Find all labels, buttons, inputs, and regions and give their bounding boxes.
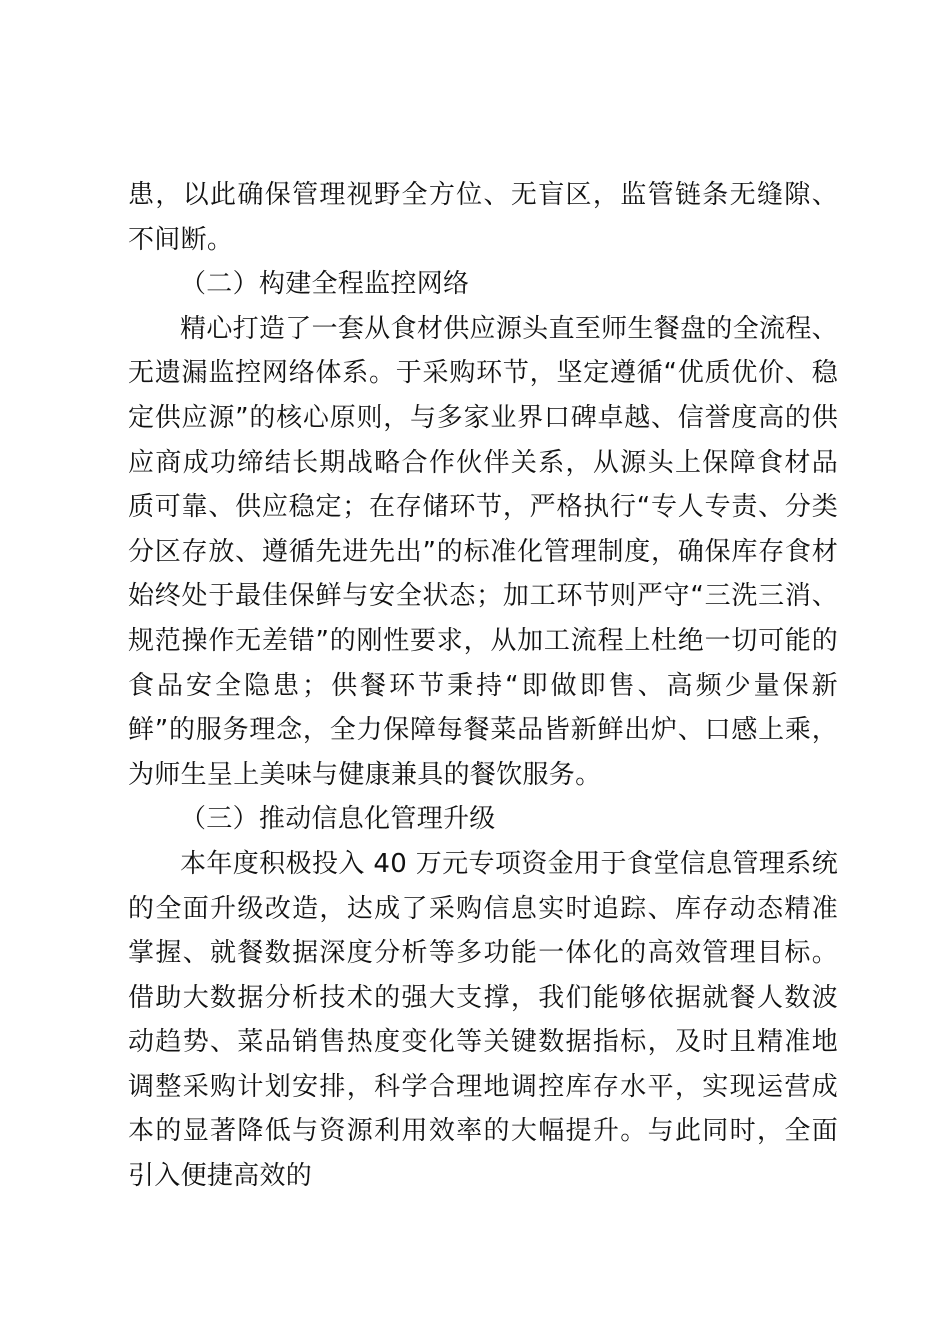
section-heading-3: （三）推动信息化管理升级 [180,804,496,835]
paragraph-monitoring-network: 精心打造了一套从食材供应源头直至师生餐盘的全流程、无遗漏监控网络体系。于采购环节，坚定遵循“优质优价、稳定供应源”的核心原则，与多家业界口碑卓越、信誉度高的供应商成功缔结长期战略合作伙伴关系，从源头上保障食材品质可靠、供应稳定；在存储环节，严格执行“专人专责、分类分区存放、遵循先进先出”的标准化管理制度，确保库存食材始终处于最佳保鲜与安全状态；加工环节则严守“三洗三消、规范操作无差错”的刚性要求，从加工流程上杜绝一切可能的食品安全隐患；供餐环节秉持“即做即售、高频少量保新鲜”的服务理念，全力保障每餐菜品皆新鲜出炉、口感上乘，为师生呈上美味与健康兼具的餐饮服务。 [128,313,838,790]
paragraph-continuation: 患，以此确保管理视野全方位、无盲区，监管链条无缝隙、不间断。 [128,180,838,255]
section-heading-2: （二）构建全程监控网络 [180,269,470,300]
paragraph-informatization: 本年度积极投入 40 万元专项资金用于食堂信息管理系统的全面升级改造，达成了采购信息实时追踪、库存动态精准掌握、就餐数据深度分析等多功能一体化的高效管理目标。借助大数据分析技术的强大支撑，我们能够依据就餐人数波动趋势、菜品销售热度变化等关键数据指标，及时且精准地调整采购计划安排，科学合理地调控库存水平，实现运营成本的显著降低与资源利用效率的大幅提升。与此同时，全面引入便捷高效的 [128,848,838,1192]
document-body [128,173,838,1199]
